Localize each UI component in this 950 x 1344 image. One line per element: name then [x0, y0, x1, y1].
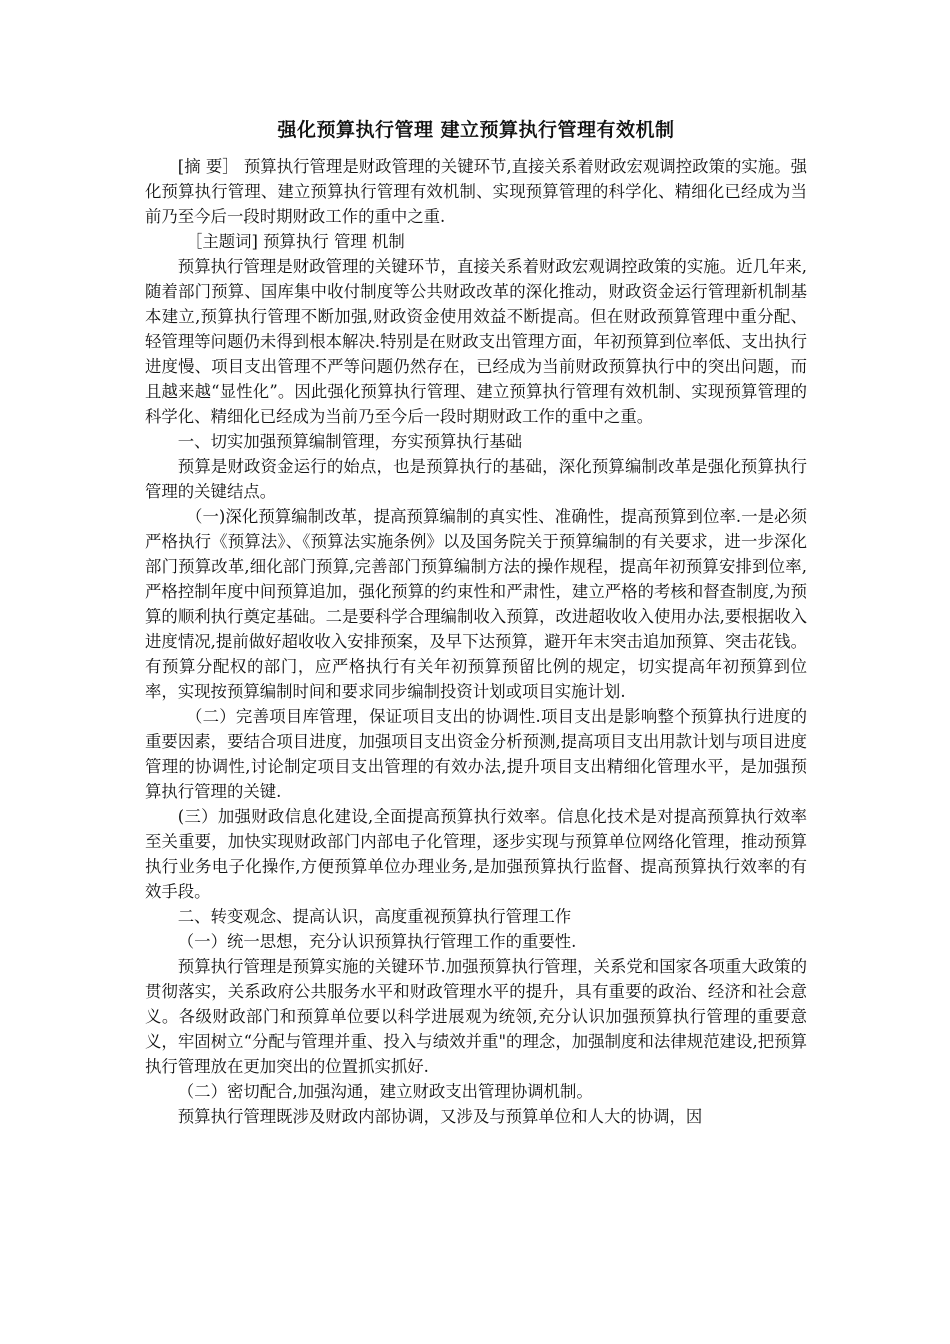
body-paragraph: 预算执行管理是财政管理的关键环节，直接关系着财政宏观调控政策的实施。近几年来,随着部门预算、国库集中收付制度等公共财政改革的深化推动，财政资金运行管理新机制基本建立,预算执行管理不断加强,财政资金使用效益不断提高。但在财政预算管理中重分配、轻管理等问题仍未得到根本解决.特别是在财政支出管理方面，年初预算到位率低、支出执行进度慢、项目支出管理不严等问题仍然存在，已经成为当前财政预算执行中的突出问题，而且越来越“显性化”。因此强化预算执行管理、建立预算执行管理有效机制、实现预算管理的科学化、精细化已经成为当前乃至今后一段时期财政工作的重中之重。	[145, 257, 807, 426]
subsection-paragraph: (三）加强财政信息化建设,全面提高预算执行效率。信息化技术是对提高预算执行效率至关重要，加快实现财政部门内部电子化管理，逐步实现与预算单位网络化管理，推动预算执行业务电子化操作,方便预算单位办理业务,是加强预算执行监督、提高预算执行效率的有效手段。	[145, 807, 807, 901]
subsection-paragraph: （二）完善项目库管理，保证项目支出的协调性.项目支出是影响整个预算执行进度的重要因素，要结合项目进度，加强项目支出资金分析预测,提高项目支出用款计划与项目进度管理的协调性,讨论制定项目支出管理的有效办法,提升项目支出精细化管理水平，是加强预算执行管理的关键.	[145, 707, 807, 801]
body-paragraph: 预算是财政资金运行的始点，也是预算执行的基础，深化预算编制改革是强化预算执行管理的关键结点。	[145, 457, 807, 501]
document-page	[145, 118, 807, 1129]
section-heading-2: 二、转变观念、提高认识，高度重视预算执行管理工作	[177, 907, 572, 926]
section-heading-1: 一、切实加强预算编制管理，夯实预算执行基础	[177, 432, 522, 451]
body-paragraph: 预算执行管理既涉及财政内部协调，又涉及与预算单位和人大的协调，因	[177, 1107, 703, 1126]
subsection-paragraph: （一)深化预算编制改革，提高预算编制的真实性、准确性，提高预算到位率.一是必须严格执行《预算法》、《预算法实施条例》以及国务院关于预算编制的有关要求，进一步深化部门预算改革,细化部门预算,完善部门预算编制方法的操作规程，提高年初预算安排到位率,严格控制年度中间预算追加，强化预算的约束性和严肃性，建立严格的考核和督查制度,为预算的顺利执行奠定基础。二是要科学合理编制收入预算，改进超收收入使用办法,要根据收入进度情况,提前做好超收收入安排预案，及早下达预算，避开年末突击追加预算、突击花钱。有预算分配权的部门，应严格执行有关年初预算预留比例的规定，切实提高年初预算到位率，实现按预算编制时间和要求同步编制投资计划或项目实施计划.	[145, 507, 807, 701]
abstract-paragraph: [摘 要］ 预算执行管理是财政管理的关键环节,直接关系着财政宏观调控政策的实施。强化预算执行管理、建立预算执行管理有效机制、实现预算管理的科学化、精细化已经成为当前乃至今后一段时期财政工作的重中之重.	[145, 157, 807, 226]
subsection-heading: （一）统一思想，充分认识预算执行管理工作的重要性.	[177, 932, 577, 951]
body-paragraph: 预算执行管理是预算实施的关键环节.加强预算执行管理，关系党和国家各项重大政策的贯彻落实，关系政府公共服务水平和财政管理水平的提升，具有重要的政治、经济和社会意义。各级财政部门和预算单位要以科学进展观为统领,充分认识加强预算执行管理的重要意义，牢固树立“分配与管理并重、投入与绩效并重"的理念，加强制度和法律规范建设,把预算执行管理放在更加突出的位置抓实抓好.	[145, 957, 807, 1076]
keywords-line: ［主题词] 预算执行 管理 机制	[186, 232, 405, 251]
document-title: 强化预算执行管理 建立预算执行管理有效机制	[277, 119, 675, 141]
subsection-heading: （二）密切配合,加强沟通，建立财政支出管理协调机制。	[177, 1082, 593, 1101]
